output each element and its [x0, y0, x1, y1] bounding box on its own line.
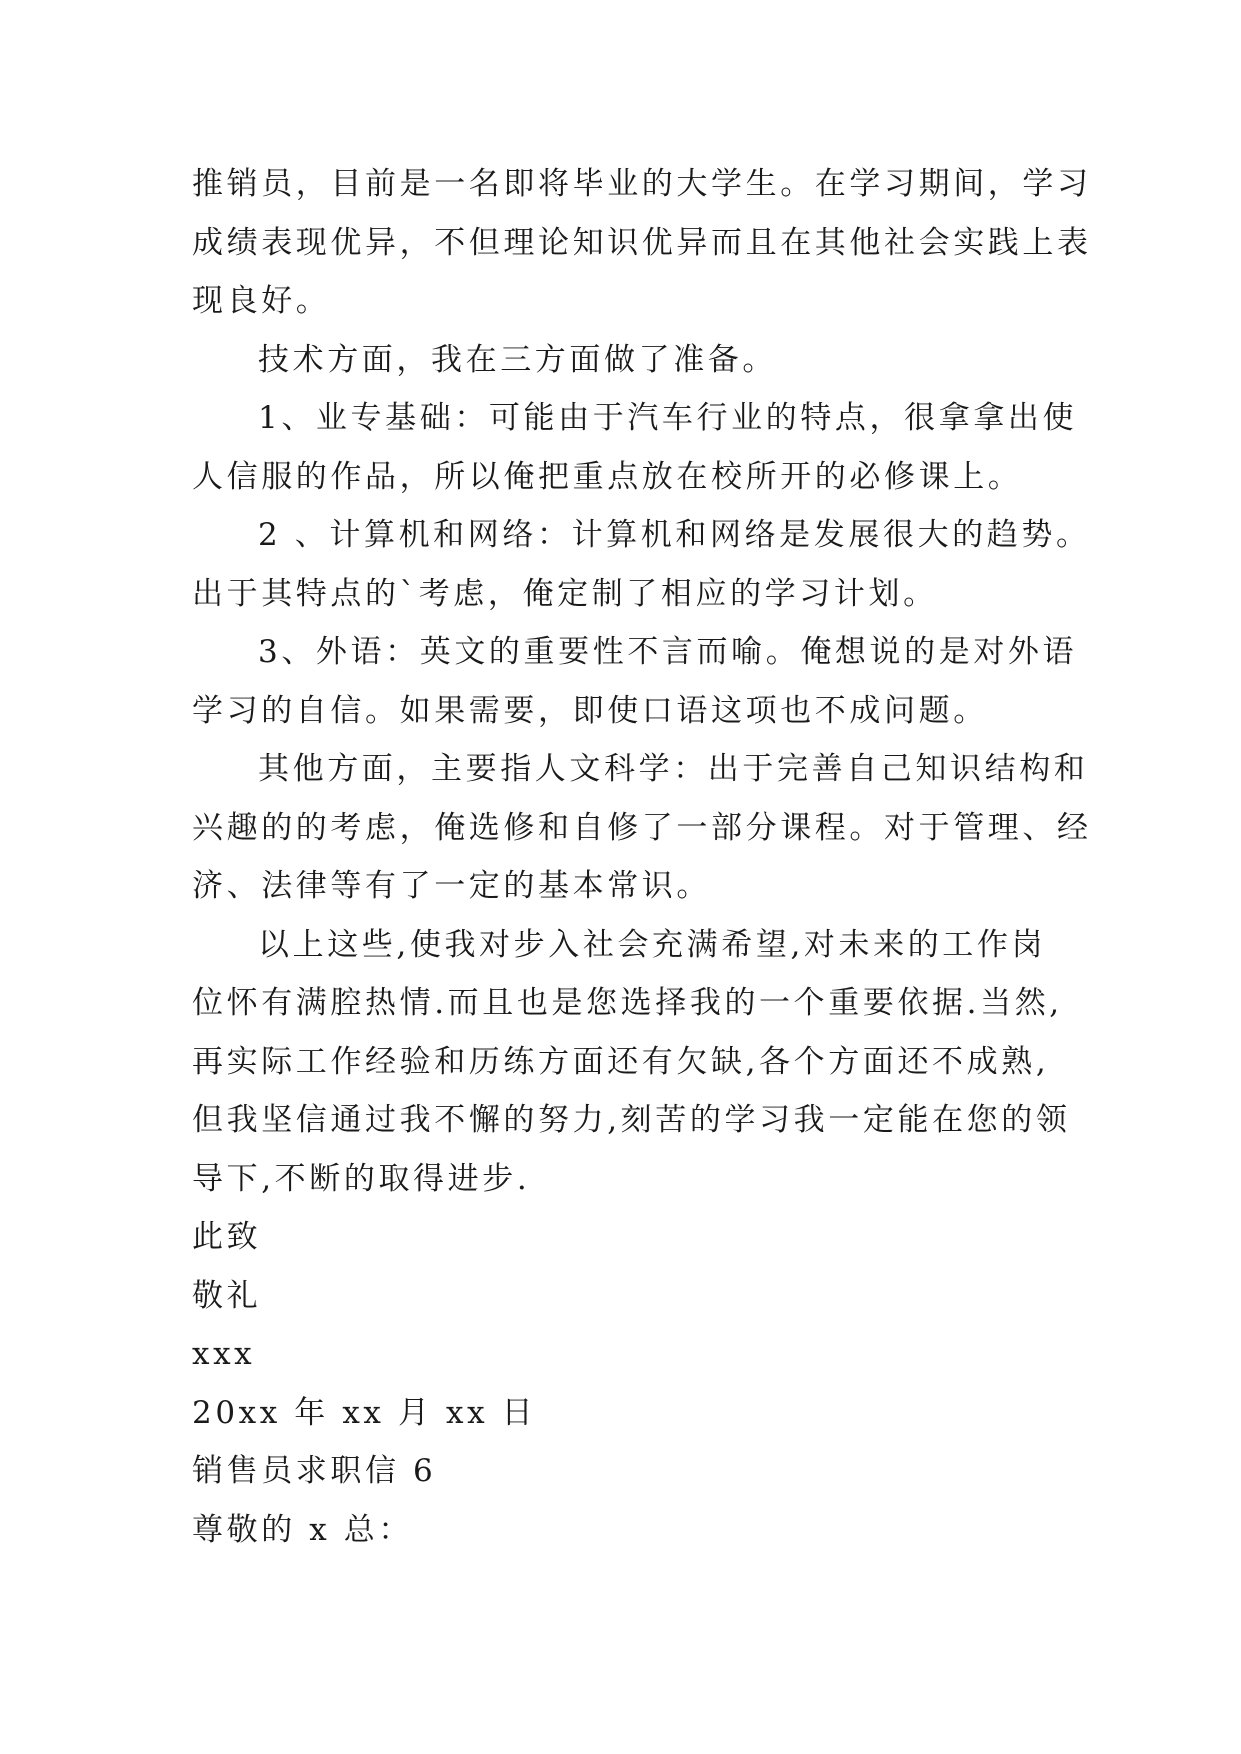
paragraph-start-line: 2 、计算机和网络：计算机和网络是发展很大的趋势。 [258, 517, 1091, 553]
closing-salutation: 此致 [192, 1219, 262, 1255]
paragraph-start-line: 以上这些,使我对步入社会充满希望,对未来的工作岗 [258, 926, 1047, 963]
section-title: 销售员求职信 6 [192, 1453, 437, 1489]
signature-date: 20xx 年 xx 月 xx 日 [192, 1394, 537, 1431]
text-line: 成绩表现优异，不但理论知识优异而且在其他社会实践上表 [192, 224, 1092, 261]
text-line: 位怀有满腔热情.而且也是您选择我的一个重要依据.当然, [192, 985, 1063, 1021]
signature-name: xxx [192, 1336, 256, 1372]
paragraph-start-line: 其他方面，主要指人文科学：出于完善自己知识结构和 [258, 751, 1089, 787]
text-line: 济、法律等有了一定的基本常识。 [192, 868, 711, 904]
closing-regards: 敬礼 [192, 1277, 262, 1314]
text-line: 但我坚信通过我不懈的努力,刻苦的学习我一定能在您的领 [192, 1102, 1071, 1138]
paragraph-start-line: 技术方面，我在三方面做了准备。 [258, 341, 777, 378]
greeting-line: 尊敬的 x 总： [192, 1511, 413, 1548]
paragraph-start-line: 1、业专基础：可能由于汽车行业的特点，很拿拿出使 [258, 400, 1078, 436]
text-line: 推销员，目前是一名即将毕业的大学生。在学习期间，学习 [192, 166, 1092, 202]
paragraph-start-line: 3、外语：英文的重要性不言而喻。俺想说的是对外语 [258, 634, 1078, 670]
text-line: 导下,不断的取得进步. [192, 1160, 531, 1197]
text-line: 再实际工作经验和历练方面还有欠缺,各个方面还不成熟, [192, 1043, 1050, 1080]
text-line: 出于其特点的`考虑，俺定制了相应的学习计划。 [192, 575, 938, 612]
text-line: 兴趣的的考虑，俺选修和自修了一部分课程。对于管理、经 [192, 809, 1092, 846]
text-line: 人信服的作品，所以俺把重点放在校所开的必修课上。 [192, 458, 1023, 495]
text-line: 现良好。 [192, 283, 331, 319]
text-line: 学习的自信。如果需要，即使口语这项也不成问题。 [192, 692, 988, 729]
letter-body [192, 155, 1092, 1559]
